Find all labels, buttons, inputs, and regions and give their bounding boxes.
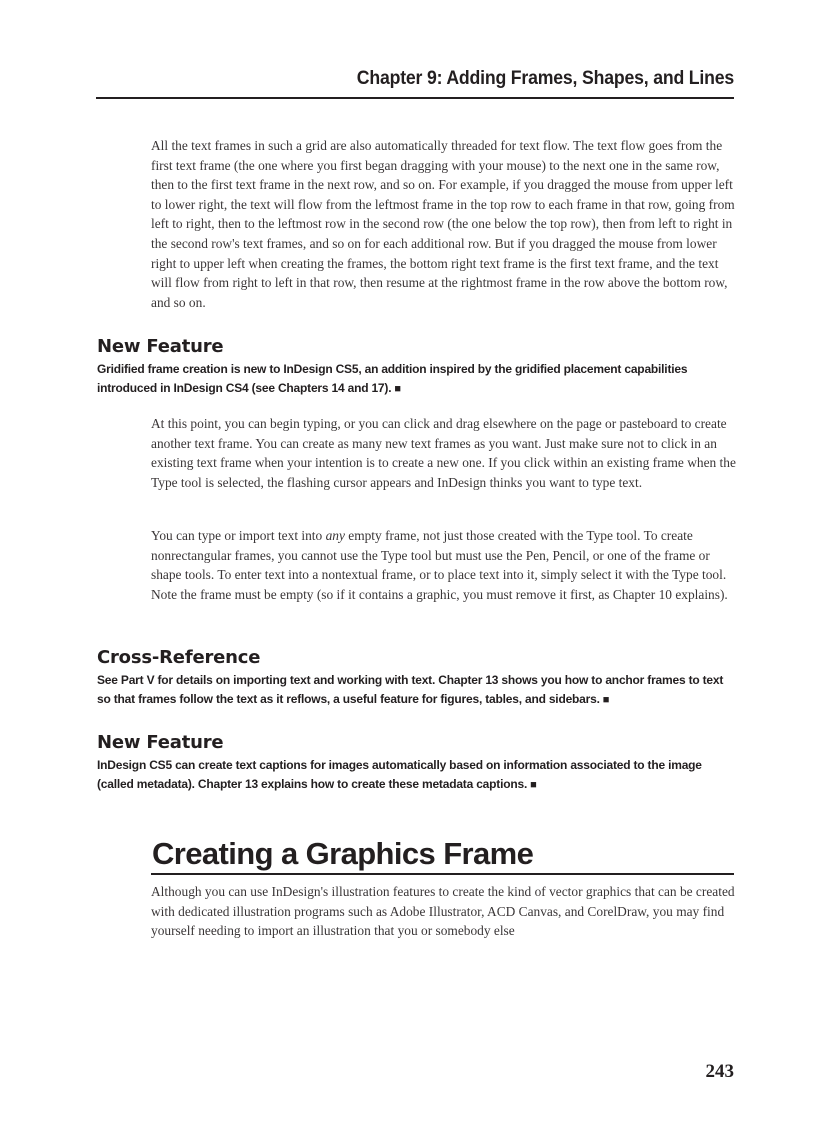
body-paragraph-text-flow: All the text frames in such a grid are also automatically threaded for text flow. The text flow goes from the first text frame (the one where you first began dragging with your mouse) to the next one in the same row, then to the first text frame in the next row, and so on. For example, if you dragged the mouse from upper left to lower right, the text will flow from the leftmost frame in the top row to each frame in that row, going from left to right, then to the leftmost row in the second row (the one below the top row), then from left to right in the second row's text frames, and so on for each additional row. But if you dragged the mouse from lower right to upper left when creating the frames, the bottom right text frame is the first text frame, and the text will flow from right to left in that row, then resume at the rightmost frame in the row above the bottom row, and so on. [151, 138, 735, 310]
end-of-note-icon: ■ [394, 383, 401, 395]
new-feature-note-text-2 [97, 756, 737, 795]
new-feature-note-body: Gridified frame creation is new to InDesign CS5, an addition inspired by the gridified placement capabilities introduced in InDesign CS4 (see Chapters 14 and 17). [97, 362, 688, 395]
section-heading: Creating a Graphics Frame [152, 836, 534, 871]
cross-reference-note-title: Cross-Reference [97, 647, 261, 668]
new-feature-note-title: New Feature [97, 336, 224, 357]
body-paragraph-graphics-frame: Although you can use InDesign's illustration features to create the kind of vector graphics that can be created with dedicated illustration programs such as Adobe Illustrator, ACD Canvas, and CorelDraw, you may find yourself needing to import an illustration that you or somebody else [151, 884, 735, 939]
body-paragraph-type-or-import [151, 526, 737, 604]
page-number: 243 [705, 1061, 734, 1082]
section-heading-rule [151, 873, 734, 875]
cross-reference-note-text [97, 671, 737, 710]
header-rule [96, 97, 734, 99]
running-head: Chapter 9: Adding Frames, Shapes, and Lines [356, 68, 734, 89]
end-of-note-icon: ■ [530, 779, 537, 791]
new-feature-note-title-2: New Feature [97, 732, 224, 753]
paragraph-rest-text: empty frame, not just those created with the Type tool. To create nonrectangular frames, you cannot use the Type tool but must use the Pen, Pencil, or one of the frame or shape tools. To enter text into a nontextual frame, or to place text into it, simply select it with the Type tool. Note the frame must be empty (so if it contains a graphic, you must remove it first, as Chapter 10 explains). [151, 528, 728, 602]
cross-reference-note-body: See Part V for details on importing text and working with text. Chapter 13 shows you how to anchor frames to text so that frames follow the text as it reflows, a useful feature for figures, tables, and sidebars. [97, 673, 724, 706]
emphasis-any: any [325, 528, 345, 543]
new-feature-note-body-2: InDesign CS5 can create text captions for images automatically based on information associated to the image (called metadata). Chapter 13 explains how to create these metadata captions. [97, 758, 702, 791]
body-paragraph-create-another-frame: At this point, you can begin typing, or you can click and drag elsewhere on the page or pasteboard to create another text frame. You can create as many new text frames as you want. Just make sure not to click in an existing text frame when your intention is to create a new one. If you click within an existing frame when the Type tool is selected, the flashing cursor appears and InDesign thinks you want to type text. [151, 416, 736, 490]
paragraph-lead-text: You can type or import text into [151, 528, 326, 543]
end-of-note-icon: ■ [602, 694, 610, 706]
new-feature-note-text [97, 360, 737, 399]
